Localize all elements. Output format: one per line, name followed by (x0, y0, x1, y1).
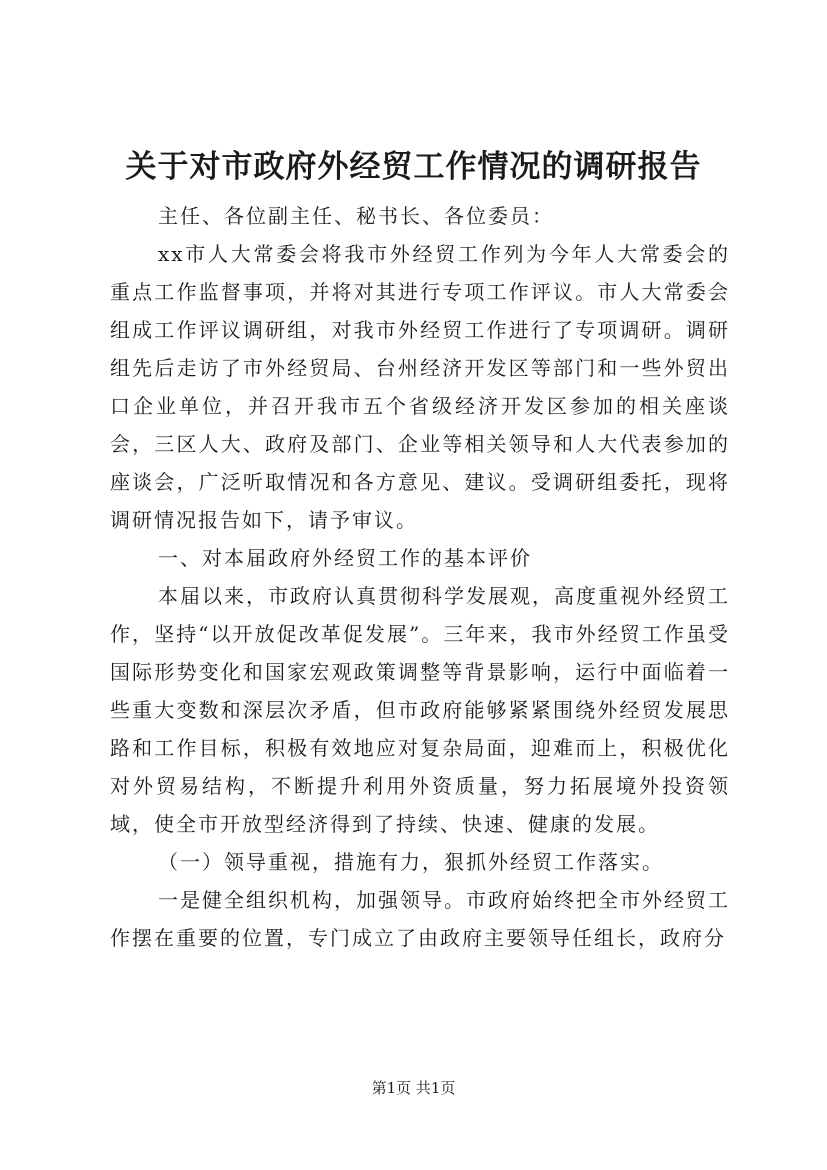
document-body (110, 197, 730, 957)
section-heading: 一、对本届政府外经贸工作的基本评价 (158, 546, 532, 570)
paragraph-intro: xx市人大常委会将我市外经贸工作列为今年人大常委会的重点工作监督事项，并将对其进行专项工作评议。市人大常委会组成工作评议调研组，对我市外经贸工作进行了专项调研。调研组先后走访了市外经贸局、台州经济开发区等部门和一些外贸出口企业单位，并召开我市五个省级经济开发区参加的相关座谈会，三区人大、政府及部门、企业等相关领导和人大代表参加的座谈会，广泛听取情况和各方意见、建议。受调研组委托，现将调研情况报告如下，请予审议。 (110, 242, 730, 532)
salutation: 主任、各位副主任、秘书长、各位委员： (158, 204, 554, 228)
paragraph-evaluation: 本届以来，市政府认真贯彻科学发展观，高度重视外经贸工作，坚持“以开放促改革促发展”。三年来，我市外经贸工作虽受国际形势变化和国家宏观政策调整等背景影响，运行中面临着一些重大变数和深层次矛盾，但市政府能够紧紧围绕外经贸发展思路和工作目标，积极有效地应对复杂局面，迎难而上，积极优化对外贸易结构，不断提升利用外资质量，努力拓展境外投资领域，使全市开放型经济得到了持续、快速、健康的发展。 (110, 584, 730, 836)
page-footer: 第1页 共1页 (371, 1079, 456, 1097)
paragraph-organization: 一是健全组织机构，加强领导。市政府始终把全市外经贸工作摆在重要的位置，专门成立了由政府主要领导任组长，政府分 (110, 888, 730, 950)
document-title: 关于对市政府外经贸工作情况的调研报告 (125, 149, 702, 185)
subsection-heading: （一）领导重视，措施有力，狠抓外经贸工作落实。 (158, 850, 664, 874)
